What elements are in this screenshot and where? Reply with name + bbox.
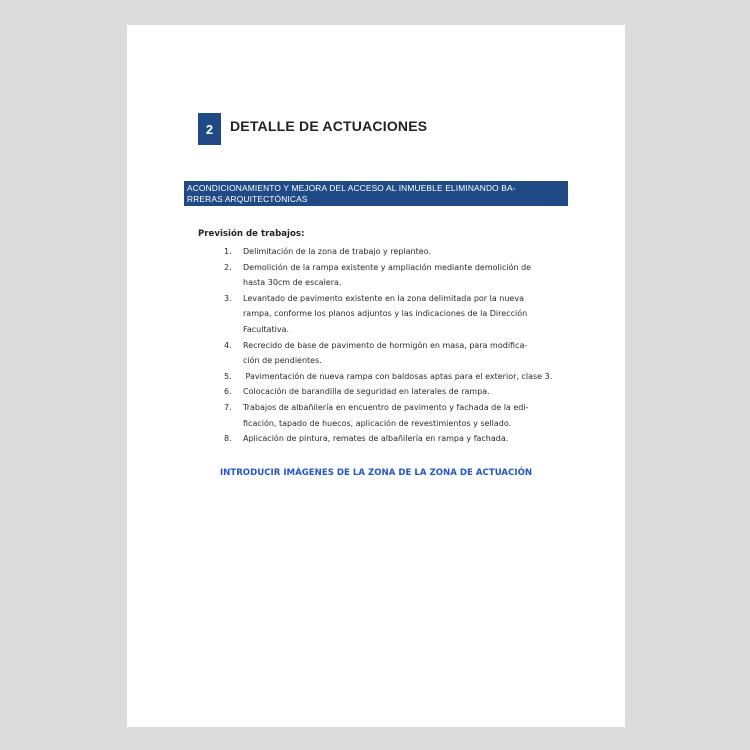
list-item-number: 1. bbox=[224, 247, 232, 256]
list-item-number: 5. bbox=[224, 371, 232, 381]
list-item-number: 6. bbox=[224, 387, 232, 397]
list-item-line: Aplicación de pintura, remates de albañilería en rampa y fachada. bbox=[243, 434, 509, 444]
list-item bbox=[221, 400, 566, 431]
list-item-number: 3. bbox=[224, 293, 232, 303]
list-item-text bbox=[243, 338, 566, 369]
list-item bbox=[221, 431, 566, 447]
list-item-line: Facultativa. bbox=[243, 324, 290, 334]
list-item-line: hasta 30cm de escalera. bbox=[243, 278, 342, 288]
list-item-number: 4. bbox=[224, 340, 232, 350]
list-item-text bbox=[243, 400, 566, 431]
list-item-line: rampa, conforme los planos adjuntos y las indicaciones de la Dirección bbox=[243, 309, 528, 319]
document-page bbox=[127, 25, 625, 727]
works-list bbox=[221, 244, 566, 447]
list-item-number: 7. bbox=[224, 402, 232, 412]
list-item-text bbox=[243, 384, 566, 400]
list-item-text bbox=[243, 431, 566, 447]
list-item-line: Trabajos de albañilería en encuentro de pavimento y fachada de la edi- bbox=[243, 402, 529, 412]
list-item-line: Pavimentación de nueva rampa con baldosas aptas para el exterior, clase 3. bbox=[243, 371, 553, 381]
list-item-text bbox=[243, 291, 566, 338]
list-item-text bbox=[243, 369, 566, 385]
section-heading-bar bbox=[184, 181, 568, 206]
list-item-line: Demolición de la rampa existente y ampliación mediante demolición de bbox=[243, 262, 532, 272]
list-item bbox=[221, 384, 566, 400]
list-item-line: ción de pendientes. bbox=[243, 356, 322, 366]
list-item bbox=[221, 291, 566, 338]
list-item-number: 8. bbox=[224, 434, 232, 444]
list-item-line: Levantado de pavimento existente en la zona delimitada por la nueva bbox=[243, 293, 524, 303]
chapter-number: 2 bbox=[198, 113, 221, 145]
list-item-line: Recrecido de base de pavimento de hormigón en masa, para modifica- bbox=[243, 340, 528, 350]
list-item bbox=[221, 369, 566, 385]
list-item-line: Colocación de barandilla de seguridad en laterales de rampa. bbox=[243, 387, 490, 397]
list-item-line: ficación, tapado de huecos, aplicación de revestimientos y sellado. bbox=[243, 418, 512, 428]
list-item-text bbox=[243, 260, 566, 291]
works-forecast-label: Previsión de trabajos: bbox=[198, 229, 305, 239]
list-item bbox=[221, 338, 566, 369]
list-item bbox=[221, 260, 566, 291]
insert-images-placeholder: INTRODUCIR IMÁGENES DE LA ZONA DE LA ZONA DE ACTUACIÓN bbox=[219, 468, 533, 478]
chapter-title: DETALLE DE ACTUACIONES bbox=[230, 118, 428, 134]
section-heading-line-2: RRERAS ARQUITECTÓNICAS bbox=[187, 194, 308, 204]
list-item-line: Delimitación de la zona de trabajo y replanteo. bbox=[243, 247, 431, 256]
section-heading-line-1: ACONDICIONAMIENTO Y MEJORA DEL ACCESO AL INMUEBLE ELIMINANDO BA- bbox=[187, 183, 516, 193]
list-item-number: 2. bbox=[224, 262, 232, 272]
list-item bbox=[221, 244, 566, 260]
list-item-text bbox=[243, 244, 566, 260]
